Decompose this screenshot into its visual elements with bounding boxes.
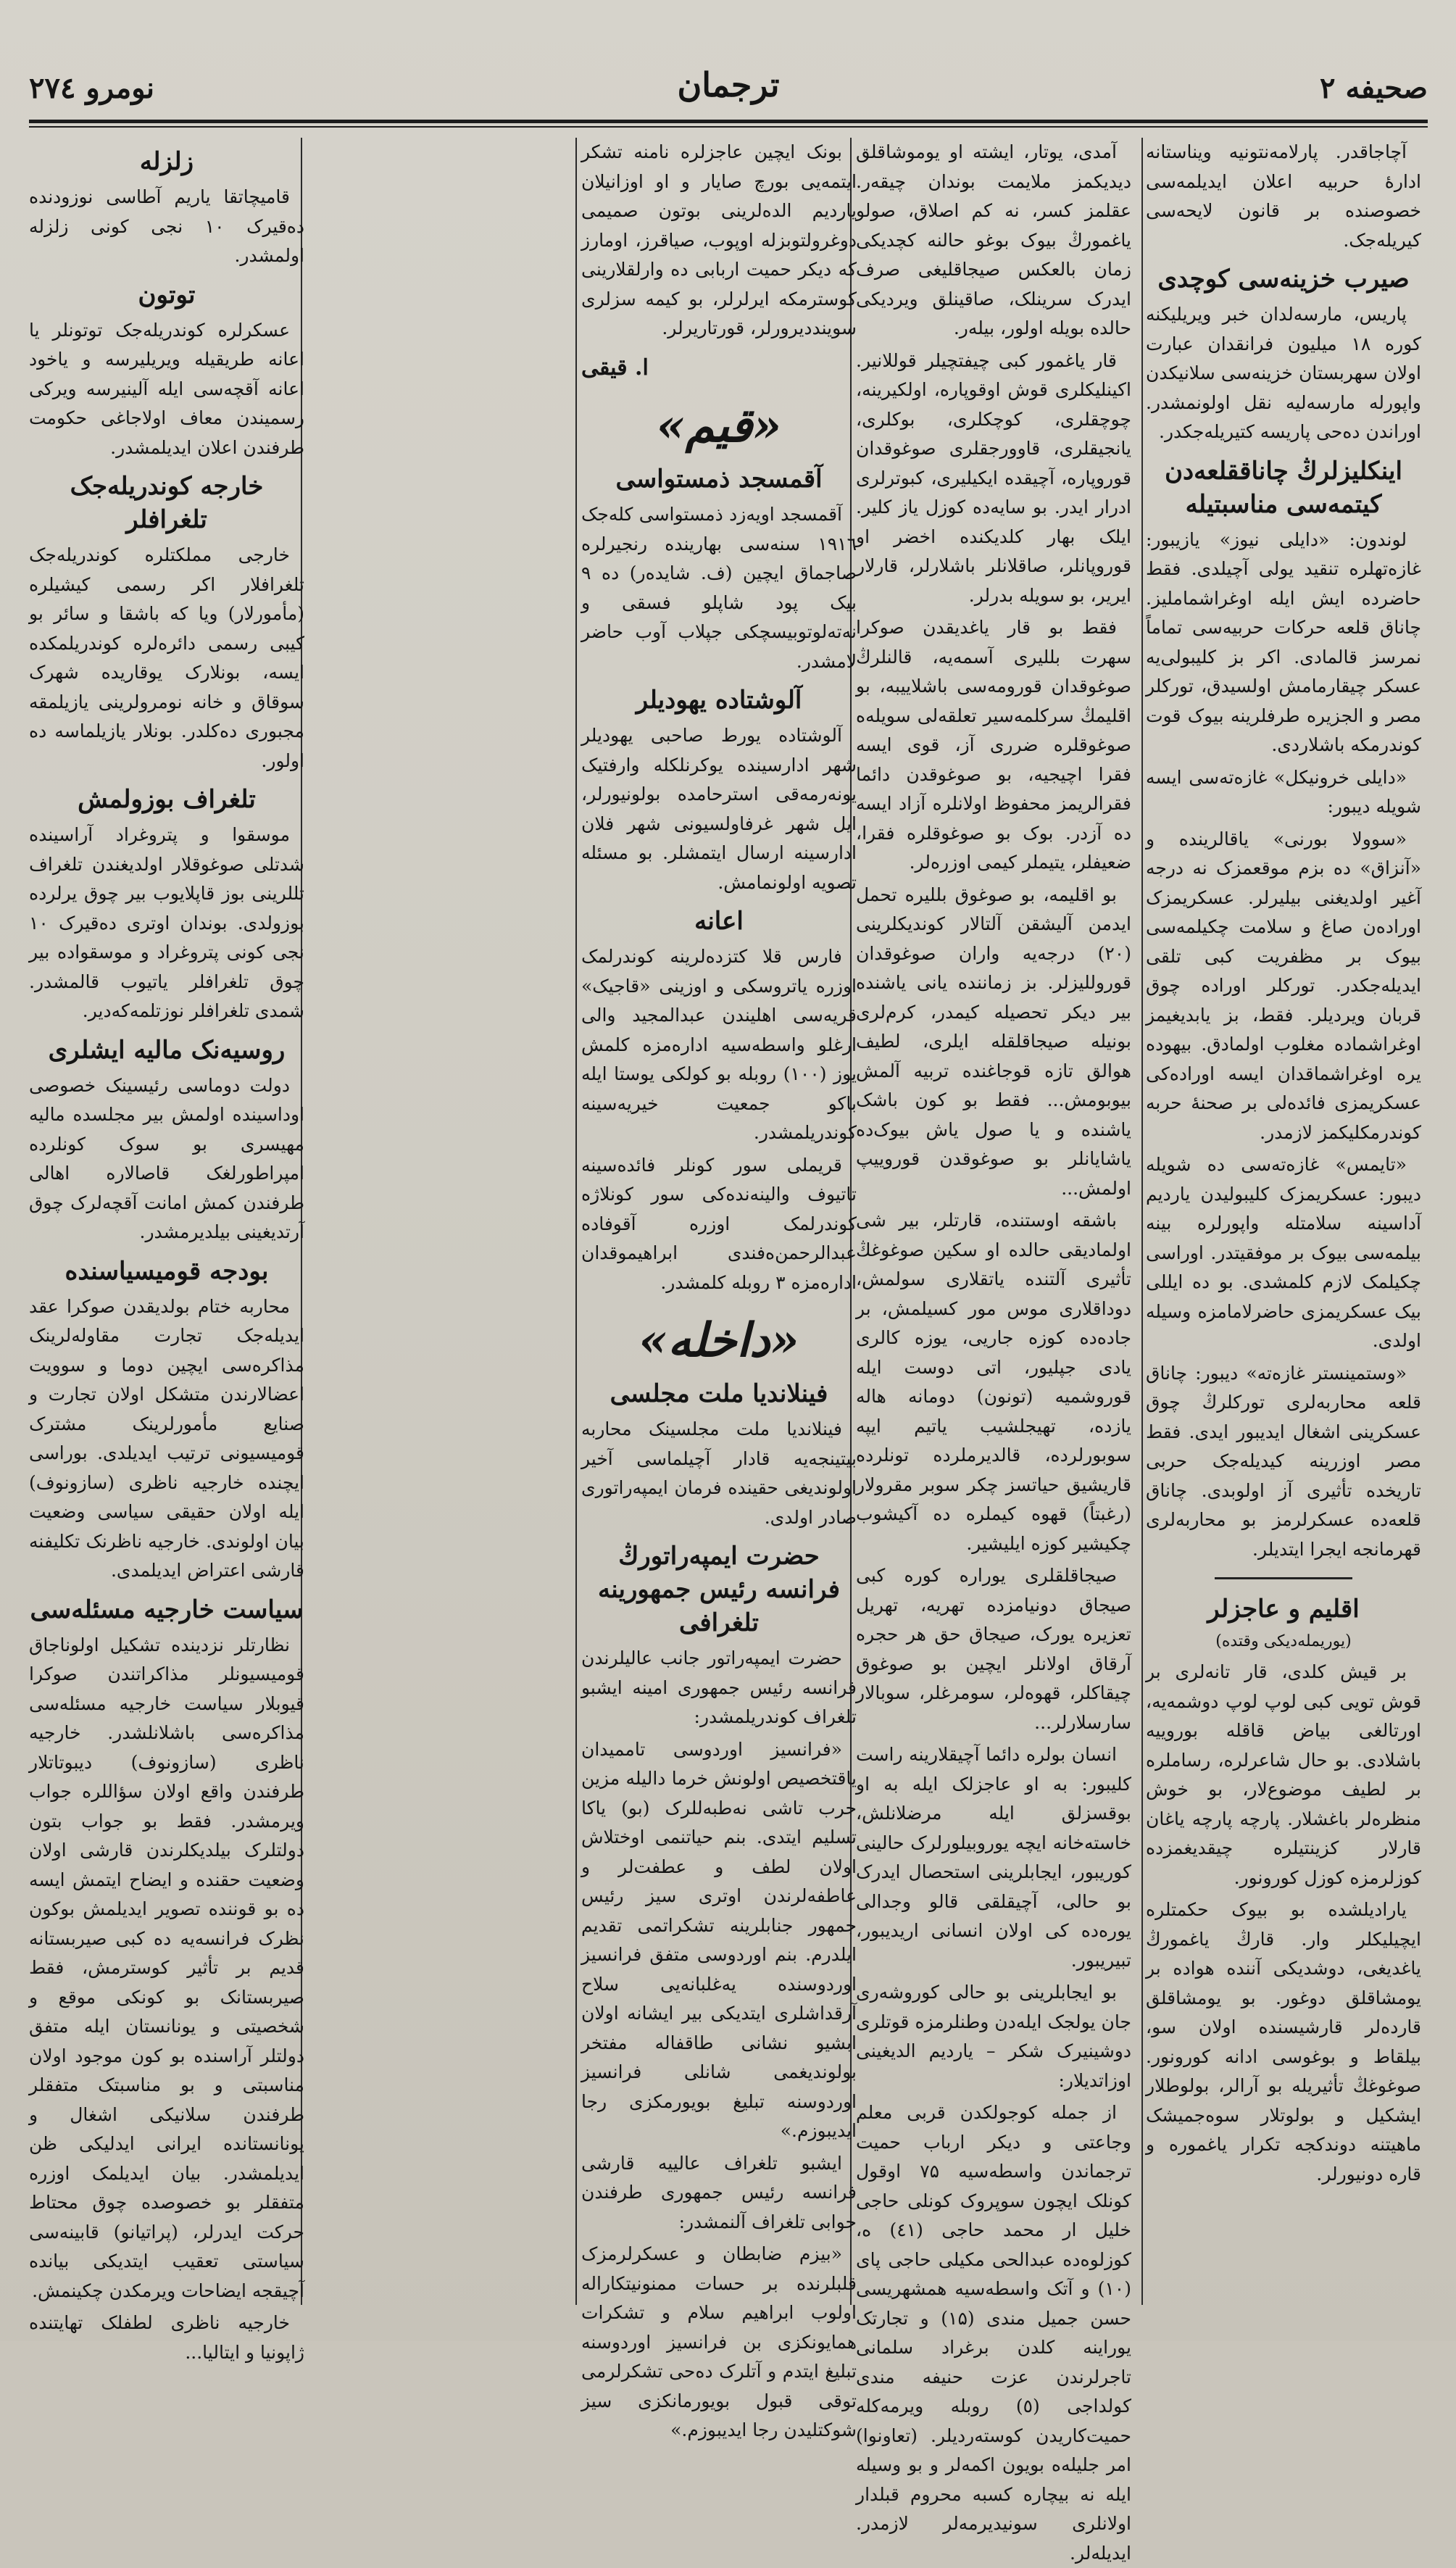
article-heading: خارجه کوندریله‌جک تلغرافلر [70,472,264,534]
article-paragraph: انسان بولره دائما آچیقلارینه راست کلیبور: به او عاجزلک ایله به او بوقسزلق ایله مرضلانلش، خاسته‌خانه ایچه یوروبیلورلرک حالینی کوریبور، ایجابلرینی استحصال ایدرک بو حالی، آچیقلقی قالو وجدالی یوره‌ده کی اولان انسانی اریدیبور، تبیریبور. [856,1744,1131,1971]
column-4 [29,138,305,2363]
article-heading: بودجه قومیسیاسنده [65,1256,269,1286]
article-heading: صیرب خزینه‌سی کوچدی [1157,265,1410,294]
article-paragraph: بونک ایچین عاجزلره نامنه تشکر ایتمه‌یی بورچ صایار و او اوزانیلان یاردیم الده‌لرینی بوتون صمیمی دوغرولتوبزله اوپوب، صیاقرز، اومارز که دیکر حمیت اربابی ده وارلقلارینی کوسترمکه ایرلرلر، بو کیمه سزلری سوینددیرورلر، قورتاریرلر. [581,141,857,338]
article-paragraph: آقمسجد اویه‌زد ذمستواسی کله‌جک ۱۹۱٦ سنه‌سی بهارینده رنجیرلره صاجماق ایچین (ف. شایده‌ر) ده ۹ بیک پود شاپلو فسقی و نه‌ته‌لوتوبیسچکی جپلاب آوب حاضر لامشدر. [581,504,857,672]
article-paragraph: «وستمینستر غازه‌ته» دیبور: چاناق قلعه محاربه‌لری تورکلرڭ چوق عسکرینی اشغال ایدیبور ایدی. فقط مصر اوزرینه کیدیله‌جک حربی تاریخده تأثیری آز اولوبدی. چاناق قلعه‌ده عسکرلرمز بو محاربه‌لری قهرمانجه ایجرا ایتدیلر. [1146,1362,1421,1560]
article-paragraph: خارجیه ناظری لطفلک تهایتنده ژاپونیا و ایتالیا... [29,2312,304,2363]
article-heading: آلوشتاده یهودیلر [636,686,802,715]
column-3 [581,138,857,2440]
article-paragraph: «فرانسیز اوردوسی تاممیدان یاقتخصیص اولونش خرما دالیله مزین حرب تاشی نه‌طبه‌للرک (بو) یاکا تسلیم ایتدی. بنم حیاتنمی اوختلاش اولان لطف و عطفت‌لر و عاطفه‌لرندن اوتری سیز رئیس جمهور جنابلرینه تشکراتمی تقدیم ایلدرم. بنم اوردوسی متفق فرانسیز اوردوسنده یه‌غلبانه‌یی سلاح آرقداشلری ایتدیکی بیر ایشانه اولان ابشیو نشانی طاقفاله مفتخر بولوندیغمی شانلی فرانسیز اوردوسنه تبلیغ بویورمکزی رجا ایدیبوزم.» [581,1738,857,2141]
article-paragraph: از جمله کوجولکدن قربی معلم وجاعتی و دیکر ارباب حمیت ترجماندن واسطه‌سیه ۷۵ اوقول کونلک ایچون سوپروک کونلی حاجی خلیل ار محمد حاجی (٤۱) ه، کوزلوه‌ده عبدالحی مکیلی حاجی پای (۱۰) و آتک واسطه‌سیه همشهریسی حسن جمیل مندی (۱۵) و تجارتک یوراینه کلدن برغراد سلمانی تاجرلرندن عزت حنیفه مندی کولداجی (٥) روبله ویرمه‌کله حمیت‌کاریدن کوسته‌ردیلر. (تعاونوا) امر جلیله‌ه بویون اکمه‌لر و بو وسیله ایله نه بیچاره کسبه محروم قبلدار اولانلری سونیدیرمه‌لر لازمدر. ایدیله‌لر. [856,2102,1132,2564]
article-paragraph: باشقه اوستنده، قارتلر، بیر شی اولمادیقی حالده او سکین صوغوغڭ تأثیری آلتنده یاتقلاری سولمش، دوداقلاری موس مور کسیلمش، بر جاده‌ده کوزه جاریی، یوزه کالری یادی جپلیور، اتی دوست ایله قوروشمیه (تونون) دومانه هاله یازده، تهیجلشیب یاتیم ایپه سوبورلرده، قالدیرملرده تونلرده قاریشیق حیاتسز چکر سوبر مقرولار (رغبتاً) قهوه کیملره ده آکیشوب چکیشیر کوزه ایلیشیر. [856,1210,1131,1554]
article-heading: اقلیم و عاجزلر [1207,1595,1360,1624]
article-paragraph: یارادیلشده بو بیوک حکمتلره ایچیلیکلر وار. قارڭ یاغمورڭ یاغدیغی، دوشدیکی آننده هواده بر یومشاقلق دوغور. بو یومشاقلق قارده‌لر قارشیسنده اولان سو، بیلقاط و بوغوسی ادانه کورونور. صوغوغڭ تأثیریله بو آرالر، بولوطلار ایشکیل و بولوتلار سوه‌جمیشک ماهیتنه دوندکجه تکرار یاغموره و قاره دونیورلر. [1146,1899,1421,2185]
article-paragraph: ایشبو تلغراف عالییه قارشی فرانسه رئیس جمهوری طرفندن جوابی تلغراف آلنمشدر: [581,2152,857,2232]
column-1 [1146,138,1421,2305]
article-paragraph: قامیچاتقا یاریم آطاسی نوزودنده ده‌قیرک ۱۰ نجی کونی زلزله اولمشدر. [29,186,305,266]
article-paragraph: بو اقلیمه، بو صوغوق بللیره تحمل ایدمن آلیشقن آلتالار کوندیکلرینی (۲۰) درجه‌یه واران صوغوقدان قوروللیزلر. بز زماننده یانی یاشنده بیر دیکر تحصیله کیمدر، کرم‌لری بونیله صیجاقلقله ایلری، لطیف هوالق تازه قوجاغنده تربیه آلمش بیوبومش... فقط بو کون باشک یاشنده و یا صول یاش بیوک‌ده یاشایانلر بو صوغوقدن قوروییپ اولمش... [856,884,1131,1199]
article-paragraph: «دایلی خرونیکل» غازه‌ته‌سی ایسه شویله دیبور: [1146,766,1421,817]
issue-label: نومرو ۲۷٤ [29,71,154,105]
column-2 [856,138,1132,2564]
article-heading: اعانه [694,907,744,936]
article-heading: فینلاندیا ملت مجلسی [610,1379,828,1408]
article-paragraph: پاریس، مارسه‌لدان خبر ویریلیکنه کوره ۱۸ میلیون فرانقدان عبارت اولان سهربستان خزینه‌سی سلانیکدن واپورله مارسه‌لیه نقل اولونمشدر. اوراندن ده‌حی پاریسه کتیریله‌جکدر. [1146,304,1422,442]
article-paragraph: قار یاغمور کبی چیفتچیلر قوللانیر. اکینلیکلری قوش اوقوپاره، اولکیرینه، چوچقلری، کوچکلری، بوکلری، یانجیقلری، قاوورجقلری صوغوقدان قوروپاره، آچیقده ایکیلیری، کبوترلری ادرار ایدر. بو سایه‌ده کوزل یاز کلیر. ایلک بهار کلدیکنده اخضر او قوروپانلر، صاقلانلر باشلارلر، قارلار ایریر، بو سویله بدرلر. [856,349,1131,606]
article-heading: روسیه‌نک مالیه ایشلری [48,1035,286,1065]
article-paragraph: خارجی مملکتلره کوندریله‌جک تلغرافلار اکر رسمی کیشیلره (مأمورلار) ویا که باشقا و سائر بو کیبی رسمی دائره‌لره کوندریلمکده ایسه، بونلارک یوقاریده شهرک سوقاق و خانه نومرولرینی یازیلمقه مجبوری ده‌کلدر. بونلار یازیلماسه ده اولور. [29,544,304,771]
column-divider [1141,138,1143,2305]
column-divider [575,138,577,2305]
article-paragraph: «بیزم ضابطان و عسکرلرمزک قلبلرنده بر حسات ممنونیتکاراله اولوب ابراهیم سلام و تشکرات همایونکزی بن فرانسیز اوردوسنه تبلیغ ایتدم و آتلرک ده‌حی تشکرلرمی توقی قبول بویورمانکزی سیز شوکتلیدن رجا ایدیبوزم.» [581,2243,857,2440]
section-title-domestic: «داخله» [638,1313,799,1368]
section-title-crimea: «قیم» [656,399,782,453]
article-heading: تلغراف بوزولمش [78,785,256,814]
article-heading: حضرت ایمپه‌راتورڭ فرانسه رئیس جمهورینه تلغرافی [598,1542,840,1637]
article-paragraph: نظارتلر نزدینده تشکیل اولوناجاق قومیسیونلر مذاکراتندن صوکرا قیوبلار سیاست خارجیه مسئله‌سی مذاکره‌سی باشلانلشدر. خارجیه ناظری (سازونوف) دیبوتاتلار طرفندن واقع اولان سؤاللره جواب ویرمشدر. فقط بو جواب بتون دولتلرک بیلدیکلرندن قارشی اولان وضعیت حقنده و ایضاح ایتمش ایسه ده بو قوننده تصویر ایدیلمش بوکون نظرک فرانسه‌یه ده کبی صیربستانه قدیم بر تأثیر کوسترمش، فقط صیربستانک بو کونکی موقع و شخصیتی و یونانستان ایله متفق دولتلر آراسنده بو کون موجود اولان مناسبتی و بو مناسبتک متفقلر طرفندن سلانیکی اشغال و یونانستانده ایرانی ایدلیکی ظن ایدیلمشدر. بیان ایدیلمک اوزره متفقلر بو خصوصده چوق محتاط حرکت ایدرلر، (پراتیانو) قابینه‌سی سیاستی تعقیب ایتدیکی بیانده آچیقجه ایضاحات ویرمکدن چکینمش. [29,1634,304,2301]
article-paragraph: آلوشتاده یورط صاحبی یهودیلر شهر ادارسینده یوکرنلکله وارفتیک یونه‌رمه‌قی استرحامده بولونیورلر، ایل شهر غرفاولسیونی شهر فلان ادارسینه ارسال ایتمشلر. بو مسئله تصویه اولونمامش. [581,725,857,893]
article-paragraph: آچاجاقدر. پارلامه‌نتونیه ویناستانه ادارهٔ حربیه اعلان ایدیلمه‌سی خصوصنده بر قانون لایحه‌سی کیریله‌جک. [1146,141,1421,251]
article-heading: زلزله [139,147,194,176]
article-paragraph: صیجاقلقلری یوراره کوره کبی صیجاق دونیامزده تهریه، تهریل تعزیره یورک، صیجاق حق هر حجره آرقاق اولانلر ایچین بو صوغوق چیقاکلر، قهوه‌لر، سومرغلر، سوبالار سارسلارلر... [856,1565,1131,1733]
page-label: صحیفه ۲ [1320,71,1428,105]
article-paragraph: قریملی سور کونلر فائده‌سینه تاتیوف والینه‌نده‌کی سور کونلاژه کوندرلمک اوزره آقوفاده عبدالرحمن‌ه‌فندی ابراهیموقدان اداره‌مزه ۳ روبله کلمشدر. [581,1154,857,1293]
article-paragraph: بو ایجابلرینی بو حالی کوروشه‌ری جان یولجک ایله‌دن وطنلرمزه قوتلری دوشینیرک شکر – یاردیم الدیغینی اوزاتدیلار: [856,1982,1131,2091]
masthead-rule-thin [29,126,1428,128]
article-paragraph: حضرت ایمپه‌راتور جانب عالیلرندن فرانسه رئیس جمهوری امینه ایشبو تلغراف کوندریلمشدر: [581,1647,857,1727]
masthead-rule [29,120,1428,123]
article-paragraph: فینلاندیا ملت مجلسینک محاربه بیتینجه‌یه قادار آچیلماسی آخیر اولوندیغی حقینده فرمان ایمپه‌راتوری صادر اولدی. [581,1418,857,1528]
article-paragraph: عسکرلره کوندریله‌جک توتونلر یا اعانه طریقیله ویریلیرسه و یاخود اعانه آقچه‌سی ایله آلینیرسه ویرکی رسمیندن معاف اولاجاغی حکومت طرفندن اعلان ایدیلمشدر. [29,319,304,458]
article-paragraph: «تایمس» غازه‌ته‌سی ده شویله دیبور: عسکریمزک کلیبولیدن یاردیم آداسینه سلامتله واپورلره بینه بیلمه‌سی بیوک بر موفقیتدر. اوراسی چکیلمک لازم کلمشدی. بو ده ایللی بیک عسکریمزی حاضرلامامزه وسیله اولدی. [1146,1154,1421,1351]
article-heading: توتون [138,280,196,309]
article-heading: سیاست خارجیه مسئله‌سی [30,1595,304,1624]
article-paragraph: محاربه ختام بولدیقدن صوکرا عقد ایدیله‌جک تجارت مقاوله‌لرینک مذاکره‌سی ایچین دوما و سوویت اعضالارندن متشکل اولان تجارت و صنایع مأمورلرینک مشترک قومیسیونی ترتیب ایدیلدی. بوراسی ایچنده خارجیه ناظری (سازونوف) ایله اولان حقیقی سیاسی وضعیت بیان اولوندی. خارجیه ناظرنک تکلیفنه قارشی اعتراض ایدیلمدی. [29,1295,304,1581]
article-paragraph: لوندون: «دایلی نیوز» یازیبور: غازه‌تهلره تنقید یولی آچیلدی. فقط حاضرده ایش ایله اوغراشماملیز. چاناق قلعه حرکات حربیه‌سی تماماً نمرسز قالمادی. اکر بز کلیبولی‌یه عسکر چیقارمامش اولسیدق، تورکلر مصر و الجزیره طرفلرینه بیوک قوت کوندرمکه باشلاردی. [1146,528,1421,755]
section-rule [1215,1577,1352,1579]
article-paragraph: بر قیش کلدی، قار تانه‌لری بر قوش تویی کبی لوپ لوپ دوشمه‌یه، اورتالغی بیاض قاقله بوروییه باشلادی. بو حال شاعرلره، رساملره بر لطیف موضوع‌لار، بو خوش منظره‌لر باغشلار. پارچه پارچه یاغان قارلار کزینتیلره چیقدیغمزده کوزلرمزه کوزل کورونور. [1146,1661,1421,1888]
author-signature: ا. قیقی [581,354,649,381]
article-heading: اینکلیزلرڭ چاناققلعه‌دن کیتمه‌سی مناسبتیله [1165,456,1402,519]
article-paragraph: موسقوا و پتروغراد آراسینده شدتلی صوغوقلار اولدیغندن تلغراف تللرینی بوز قاپلایوب بیر چوق یرلرده بوزولدی. بوندان اوتری ده‌قیرک ۱۰ نجی کونی پتروغراد و موسقواده بیر چوق تلغرافلر یاتیوب قالمشدر. شمدی تلغرافلر نوزتلمه‌که‌دیر. [29,824,304,1021]
masthead [29,65,1428,116]
article-heading: آقمسجد ذمستواسی [615,465,823,494]
article-paragraph: دولت دوماسی رئیسینک خصوصی اوداسینده اولمش بیر مجلسده مالیه مهیسری بو سوک کونلرده امپراطورلغک قاصالاره اهالی طرفندن کمش امانت آقچه‌لرک چوق آرتدیغینی بیلدیرمشدر. [29,1074,304,1242]
article-paragraph: «سوولا بورنی» یاقالرینده و «آنزاق» ده بزم موقعمزک نه درجه آغیر اولدیغنی بیلیرلر. عسکریمزک اوراده‌ن صاغ و سلامت چکیلمه‌سی بیوک بر مظفریت کبی تلقی ایدیله‌جکدر. تورکلر اوراده چوق قربان ویردیلر. فقط، بز یابدیغیمز اوغراشماده مغلوب اولمادق. بیهوده یره اوغراشماقدان ایسه اوراده‌کی عسکریمزی فائده‌لی بر صحنهٔ حربه کوندرمکلیکمز لازمدر. [1146,828,1421,1143]
article-paragraph: فقط بو قار یاغدیقدن صوکرا سهرت بللیری آسمه‌یه، قالنلرڭ صوغوقدان قورومه‌سی باشلاییبه، بو اقلیمڭ سرکلمه‌سیر تعلقه‌لی سویله‌ه صوغوقلره ضرری آز، قوی ایسه فقرا اچیجیه، بو صوغوقدن دائما فقرالریمز محفوظ اولانلره آزاد ایسه ده آزدر. بوک بو صوغوقلره فقرا، ضعیفلر، یتیملر کیمی اوزره‌لر. [856,617,1131,873]
article-subheading: (یوریمله‌دیکی وقتده) [1215,1632,1352,1650]
paper-name: ترجمان [677,65,780,104]
article-paragraph: فارس قلا کتزده‌لرینه کوندرلمک اوزره یاتروسکی و اوزینی «قاجیک» قریه‌سی اهلیندن عبدالمجید والی ارغلو واسطه‌سیه اداره‌مزه کلمش یوز (۱۰۰) روبله بو کولکی یوستا ایله باکو جمعیت خیریه‌سینه کوندریلمشدر. [581,946,857,1143]
article-paragraph: آمدی، یوتار، ایشته او یوموشاقلق دیدیکمز ملایمت بوندان چیقه‌ر. عقلمز کسر، نه کم اصلاق، صولو یاغمورڭ بیوک بوغو حالنه کچدیکی زمان بالعکس صیجاقلیغی صرف ایدرک سرینلک، صاقینلق ویردیکی حالده بویله اولور، بیله‌ر. [856,141,1131,338]
